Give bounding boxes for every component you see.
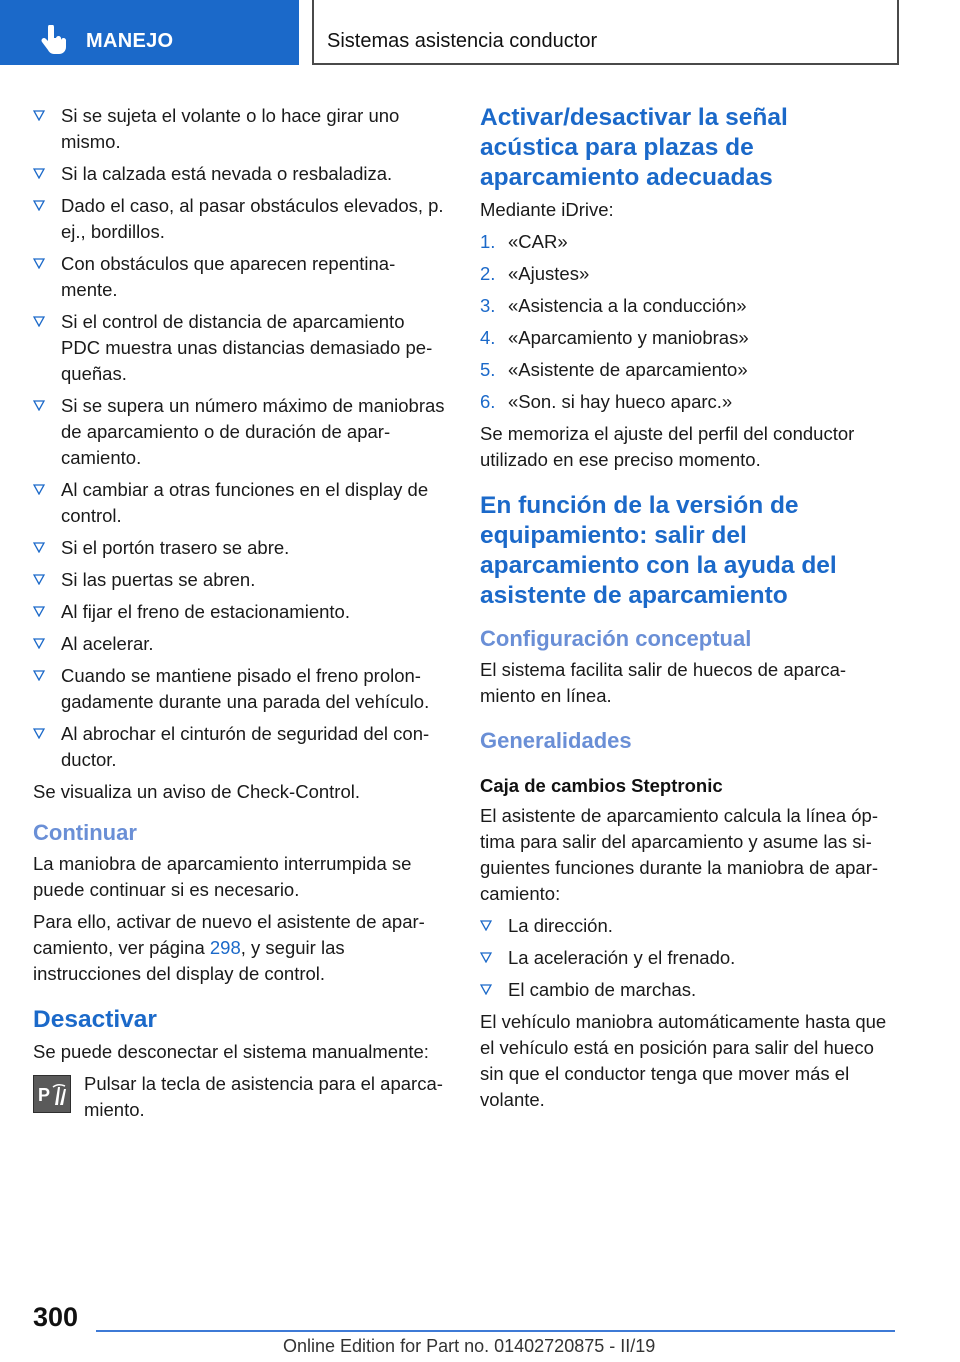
step-text: «Asistente de aparcamiento» — [508, 359, 748, 380]
svg-text:P: P — [38, 1085, 51, 1105]
idrive-step — [480, 357, 892, 383]
bullet-triangle-icon — [33, 200, 45, 211]
right-column — [480, 103, 892, 1119]
caja-heading: Caja de cambios Steptronic — [480, 775, 723, 796]
continuar-heading: Continuar — [33, 820, 137, 845]
bullet-triangle-icon — [480, 920, 492, 931]
footer-divider — [96, 1330, 895, 1332]
bullet-triangle-icon — [33, 728, 45, 739]
step-number: 4. — [480, 327, 496, 348]
parking-assist-button-icon — [33, 1075, 71, 1113]
bullet-triangle-icon — [33, 484, 45, 495]
idrive-steps-list — [480, 229, 892, 415]
header-subsection-box — [312, 0, 899, 65]
step-number: 1. — [480, 231, 496, 252]
bullet-triangle-icon — [480, 952, 492, 963]
left-bullet-item — [33, 535, 445, 561]
activar-heading: Activar/desactivar la señal acústica para plazas de aparcamiento adecuadas — [480, 104, 788, 191]
memoriza-text: Se memoriza el ajuste del perfil del conductor utilizado en ese preciso momento. — [480, 423, 855, 470]
left-bullet-item-text: Al abrochar el cinturón de seguridad del conductor. — [61, 723, 430, 770]
idrive-step — [480, 293, 892, 319]
step-number: 6. — [480, 391, 496, 412]
left-bullet-item-text: Cuando se mantiene pisado el freno prolongadamente durante una parada del vehículo. — [61, 665, 430, 712]
left-bullet-item-text: Si se sujeta el volante o lo hace girar uno mismo. — [61, 105, 400, 152]
left-bullet-item — [33, 721, 445, 773]
function-item — [480, 977, 892, 1003]
header-section-title: MANEJO — [86, 30, 174, 52]
function-item — [480, 913, 892, 939]
left-bullet-item-text: Si el control de distancia de aparcamiento PDC muestra unas distancias demasiado pequeñas. — [61, 311, 433, 384]
caja-text: El asistente de aparcamiento calcula la línea óptima para salir del aparcamiento y asume las siguientes funciones durante la maniobra de aparcamiento: — [480, 805, 879, 904]
left-bullet-item — [33, 309, 445, 387]
left-bullet-item-text: Si el portón trasero se abre. — [61, 537, 290, 558]
bullet-triangle-icon — [33, 258, 45, 269]
function-item-text: El cambio de marchas. — [508, 979, 697, 1000]
final-text: El vehículo maniobra automáticamente hasta que el vehículo está en posición para salir del hueco sin que el conductor tenga que mover más el volante. — [480, 1011, 887, 1110]
left-bullet-item — [33, 251, 445, 303]
page-reference-link[interactable]: 298 — [209, 937, 241, 958]
header-subsection-title: Sistemas asistencia conductor — [327, 30, 598, 52]
check-control-text: Se visualiza un aviso de Check-Control. — [33, 781, 360, 802]
bullet-triangle-icon — [33, 638, 45, 649]
desactivar-text: Se puede desconectar el sistema manualmente: — [33, 1041, 429, 1062]
step-text: «CAR» — [508, 231, 568, 252]
hand-pointer-icon — [40, 25, 68, 55]
left-bullet-item — [33, 631, 445, 657]
bullet-triangle-icon — [33, 168, 45, 179]
left-bullet-item — [33, 393, 445, 471]
continuar-text: La maniobra de aparcamiento interrumpida se puede continuar si es necesario. — [33, 853, 412, 900]
left-bullet-item — [33, 193, 445, 245]
bullet-triangle-icon — [33, 316, 45, 327]
function-item-text: La dirección. — [508, 915, 613, 936]
continuar-text-a: Para ello, activar de nuevo el asistente de aparcamiento, ver página — [33, 911, 425, 958]
step-number: 2. — [480, 263, 496, 284]
continuar-text-b: , y seguir las instrucciones del display de control. — [33, 937, 345, 984]
step-text: «Son. si hay hueco aparc.» — [508, 391, 733, 412]
idrive-step — [480, 229, 892, 255]
desactivar-heading: Desactivar — [33, 1006, 157, 1033]
left-bullet-item — [33, 161, 445, 187]
left-bullet-item — [33, 599, 445, 625]
left-bullet-item — [33, 567, 445, 593]
left-bullet-item-text: Al fijar el freno de estacionamiento. — [61, 601, 350, 622]
idrive-step — [480, 325, 892, 351]
left-bullet-item — [33, 663, 445, 715]
left-bullet-item-text: Si las puertas se abren. — [61, 569, 256, 590]
config-heading: Configuración conceptual — [480, 626, 752, 651]
footer-edition: Online Edition for Part no. 01402720875 - II/19 — [283, 1336, 656, 1356]
idrive-step — [480, 261, 892, 287]
left-bullet-item-text: Al cambiar a otras funciones en el display de control. — [61, 479, 429, 526]
mediante-text: Mediante iDrive: — [480, 199, 614, 220]
bullet-triangle-icon — [33, 606, 45, 617]
left-bullet-item-text: Si la calzada está nevada o resbaladiza. — [61, 163, 393, 184]
config-text: El sistema facilita salir de huecos de aparcamiento en línea. — [480, 659, 847, 706]
left-bullet-item-text: Si se supera un número máximo de maniobras de aparcamiento o de duración de aparcamiento. — [61, 395, 445, 468]
generalidades-heading: Generalidades — [480, 728, 632, 753]
header-section-tab — [0, 0, 299, 65]
left-column — [33, 103, 445, 1129]
key-instruction — [33, 1071, 445, 1123]
step-text: «Asistencia a la conducción» — [508, 295, 747, 316]
idrive-step — [480, 389, 892, 415]
step-number: 3. — [480, 295, 496, 316]
bullet-triangle-icon — [33, 670, 45, 681]
function-item-text: La aceleración y el frenado. — [508, 947, 736, 968]
bullet-triangle-icon — [33, 574, 45, 585]
continuar-instructions — [33, 909, 445, 987]
step-number: 5. — [480, 359, 496, 380]
left-bullet-item-text: Al acelerar. — [61, 633, 154, 654]
bullet-triangle-icon — [33, 110, 45, 121]
left-bullet-list — [33, 103, 445, 773]
left-bullet-item-text: Con obstáculos que aparecen repentinamente. — [61, 253, 396, 300]
functions-list — [480, 913, 892, 1003]
salir-heading: En función de la versión de equipamiento: salir del aparcamiento con la ayuda del asistente de aparcamiento — [480, 492, 837, 609]
key-instruction-text: Pulsar la tecla de asistencia para el aparcamiento. — [84, 1073, 443, 1120]
bullet-triangle-icon — [33, 400, 45, 411]
function-item — [480, 945, 892, 971]
left-bullet-item — [33, 477, 445, 529]
bullet-triangle-icon — [480, 984, 492, 995]
bullet-triangle-icon — [33, 542, 45, 553]
page-number: 300 — [33, 1302, 79, 1332]
step-text: «Aparcamiento y maniobras» — [508, 327, 749, 348]
step-text: «Ajustes» — [508, 263, 590, 284]
left-bullet-item — [33, 103, 445, 155]
left-bullet-item-text: Dado el caso, al pasar obstáculos elevados, p. ej., bordillos. — [61, 195, 444, 242]
